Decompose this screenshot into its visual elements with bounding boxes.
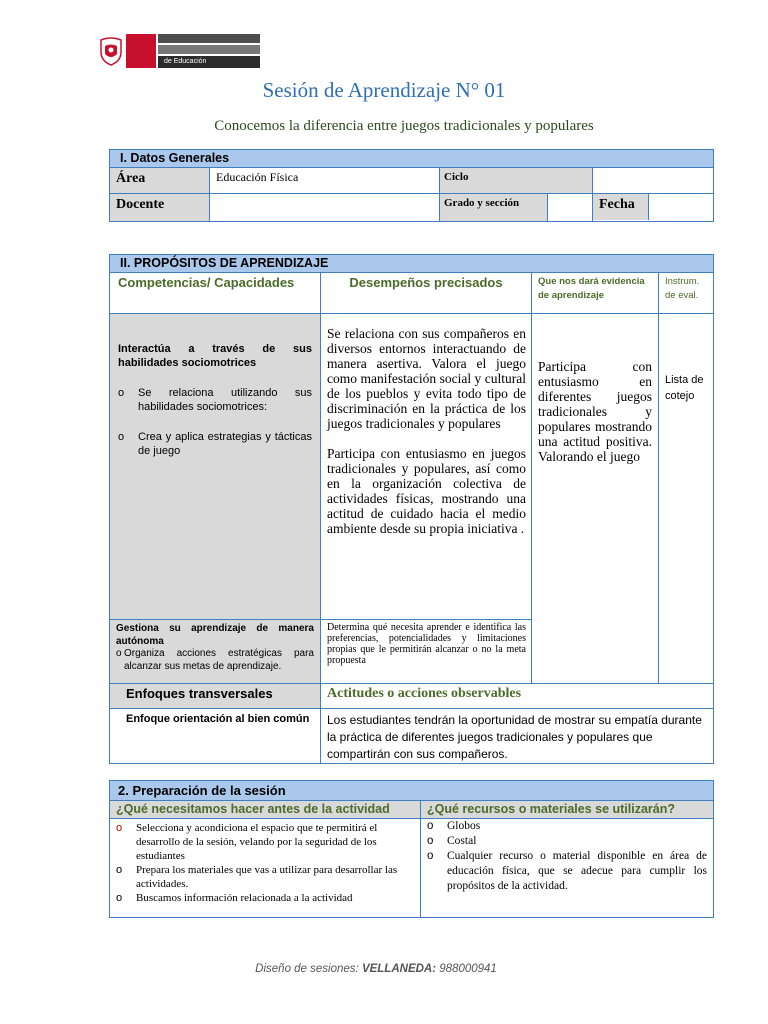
competencia-1: Interactúa a través de sus habilidades sociomotrices [118, 343, 312, 369]
actitudes-label: Actitudes o acciones observables [321, 684, 714, 709]
capacidad-2-item: o Organiza acciones estratégicas para alcanzar sus metas de aprendizaje. [116, 648, 314, 672]
recursos-list [427, 819, 707, 894]
ciclo-value[interactable] [593, 168, 714, 194]
preparacion-heading: 2. Preparación de la sesión [110, 781, 714, 801]
list-item: o Prepara los materiales que vas a utilizar para desarrollar las actividades. [116, 863, 414, 891]
page-title: Sesión de Aprendizaje N° 01 [262, 78, 506, 102]
col-instrumento: Instrum. de eval. [659, 273, 714, 314]
col-antes: ¿Qué necesitamos hacer antes de la actividad [110, 801, 421, 819]
list-item: o Cualquier recurso o material disponible en área de educación física, que se adecue para cumplir los propósitos de la actividad. [427, 849, 707, 894]
col-desempenos: Desempeños precisados [321, 273, 532, 314]
area-label: Área [110, 168, 210, 194]
ciclo-label: Ciclo [440, 168, 593, 194]
datos-generales-table [109, 149, 714, 222]
area-value: Educación Física [210, 168, 440, 194]
footer [0, 963, 752, 975]
desempeno-1a: Se relaciona con sus compañeros en diversos entornos interactuando de manera asertiva. Valora el juego como manifestación social y cultural de los pueblos y evita todo tipo de discriminación en la práctica de los juegos tradicionales y populares [327, 326, 526, 431]
footer-label: Diseño de sesiones: [255, 963, 359, 975]
evidencia-text: Participa con entusiasmo en diferentes juegos tradicionales y populares mostrando una actitud positiva. Valorando el juego [538, 359, 652, 464]
antes-list [116, 821, 414, 863]
col-competencias: Competencias/ Capacidades [110, 273, 321, 314]
list-item: o Costal [427, 834, 707, 849]
page-subtitle: Conocemos la diferencia entre juegos tradicionales y populares [214, 118, 594, 134]
evidencia-cell [532, 314, 659, 684]
grado-value[interactable] [548, 194, 593, 222]
capacidad-2: Organiza acciones estratégicas para alcanzar sus metas de aprendizaje. [124, 648, 314, 672]
desempeno-2: Determina qué necesita aprender e identifica las preferencias, potencialidades y limitaciones propias que le permitirán alcanzar o no la meta propuesta [321, 620, 532, 684]
col-evidencia: Que nos dará evidencia de aprendizaje [532, 273, 659, 314]
docente-label: Docente [110, 194, 210, 222]
col-recursos: ¿Qué recursos o materiales se utilizarán? [421, 801, 714, 819]
logo-text: de Educación [158, 56, 260, 68]
instrumento-cell [659, 314, 714, 684]
enfoques-label: Enfoques transversales [110, 684, 321, 709]
fecha-value[interactable] [649, 194, 713, 220]
footer-phone: 988000941 [439, 963, 497, 975]
docente-value[interactable] [210, 194, 440, 222]
list-item: o Buscamos información relacionada a la actividad [116, 891, 414, 905]
list-item: o Se relaciona utilizando sus habilidades sociomotrices: [118, 386, 312, 414]
enfoque-value: Enfoque orientación al bien común [110, 709, 321, 764]
list-item: o Globos [427, 819, 707, 834]
actitud-value: Los estudiantes tendrán la oportunidad de mostrar su empatía durante la práctica de diferentes juegos tradicionales y populares que compartirán con sus compañeros. [321, 709, 714, 764]
datos-generales-heading: I. Datos Generales [110, 150, 714, 168]
desempeno-1b: Participa con entusiasmo en juegos tradicionales y populares, así como en la organización colectiva de actividades físicas, mostrando una actitud de cuidado hacia el medio ambiente desde su propia iniciativa . [327, 446, 526, 536]
ministry-logo [126, 34, 260, 68]
list-item: o Crea y aplica estrategias y tácticas de juego [118, 430, 312, 458]
list-item: o Selecciona y acondiciona el espacio que te permitirá el desarrollo de la sesión, velando por la seguridad de los estudiantes [116, 821, 414, 863]
antes-list-2 [116, 863, 414, 905]
propositos-heading: II. PROPÓSITOS DE APRENDIZAJE [110, 255, 714, 273]
capacidades-list-1 [118, 386, 312, 458]
shield-logo-icon [98, 36, 124, 66]
footer-author: VELLANEDA: [361, 963, 437, 975]
propositos-table [109, 254, 714, 764]
instrumento-text: Lista de cotejo [665, 374, 704, 402]
grado-label: Grado y sección [440, 194, 548, 222]
fecha-label: Fecha [593, 194, 649, 220]
preparacion-table [109, 780, 714, 918]
competencia-2: Gestiona su aprendizaje de manera autónoma [116, 623, 314, 647]
